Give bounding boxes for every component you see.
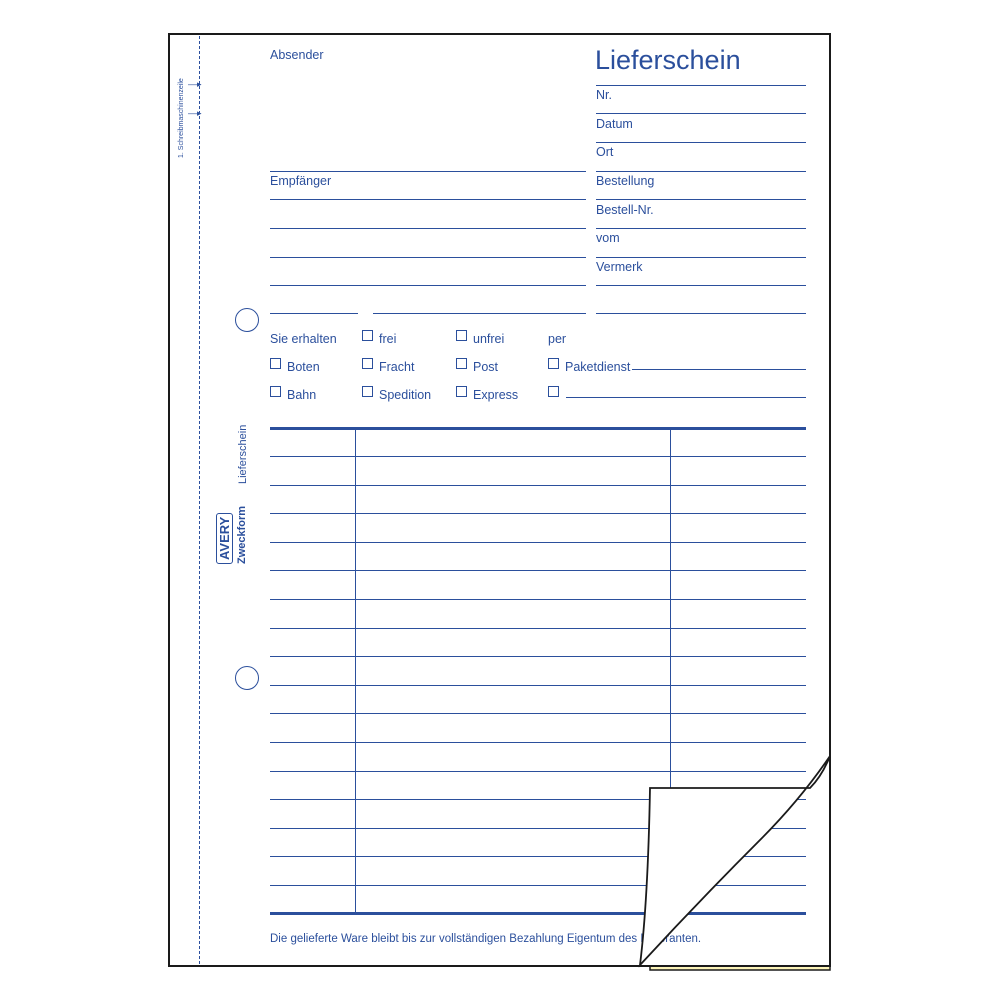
sender-label: Absender xyxy=(270,48,324,62)
brand-logo-top: AVERY xyxy=(216,513,233,564)
field-vom-label: vom xyxy=(596,231,620,245)
bahn-label: Bahn xyxy=(287,388,317,402)
field-ort-label: Ort xyxy=(596,145,614,159)
ownership-notice: Die gelieferte Ware bleibt bis zur vollständigen Bezahlung Eigentum des Lieferanten. xyxy=(270,933,702,945)
frei-label: frei xyxy=(379,332,397,346)
unfrei-label: unfrei xyxy=(473,332,505,346)
field-bestellung-label: Bestellung xyxy=(596,174,655,188)
recipient-label: Empfänger xyxy=(270,174,332,188)
field-bestellnr-label: Bestell-Nr. xyxy=(596,203,654,217)
side-form-label: Lieferschein xyxy=(237,424,249,484)
field-vermerk-label: Vermerk xyxy=(596,260,643,274)
spedition-label: Spedition xyxy=(379,388,432,402)
brand-logo-bottom: Zweckform xyxy=(236,505,248,564)
typewriter-line-hint: 1. Schreibmaschinenzeile xyxy=(178,78,185,158)
boten-label: Boten xyxy=(287,360,320,374)
arrow-marker-icon: —▸ xyxy=(188,108,202,118)
arrow-marker-icon: —▸ xyxy=(188,79,202,89)
express-label: Express xyxy=(473,388,519,402)
you-receive-label: Sie erhalten xyxy=(270,332,337,346)
per-label: per xyxy=(548,332,567,346)
form-title: Lieferschein xyxy=(595,45,741,75)
field-nr-label: Nr. xyxy=(596,88,612,102)
fracht-label: Fracht xyxy=(379,360,415,374)
post-label: Post xyxy=(473,360,499,374)
field-datum-label: Datum xyxy=(596,117,633,131)
paketdienst-label: Paketdienst xyxy=(565,360,631,374)
